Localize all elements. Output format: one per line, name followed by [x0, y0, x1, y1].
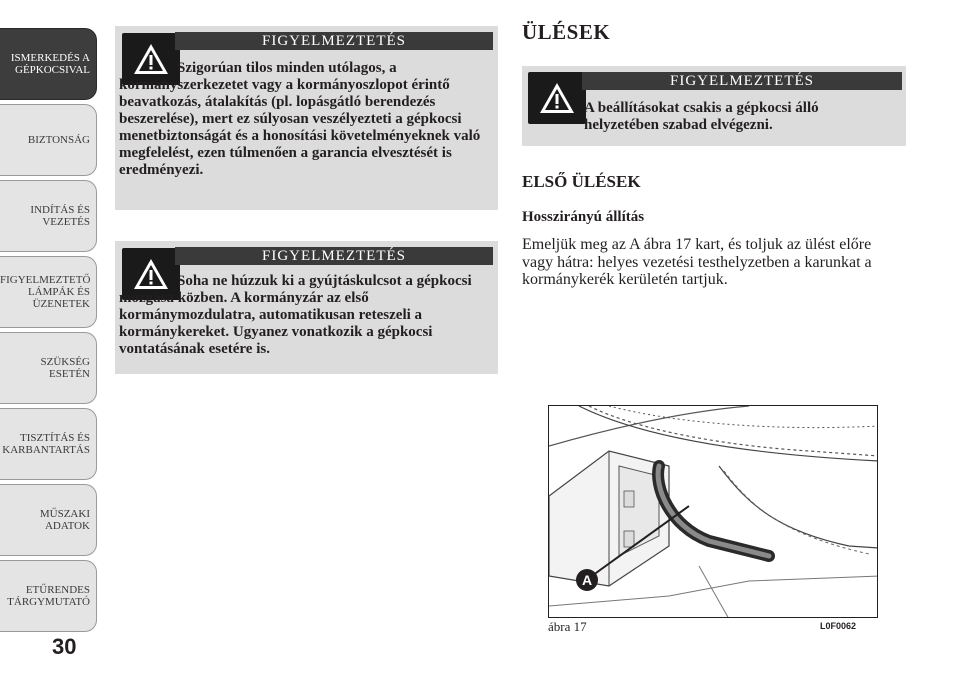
body-paragraph: Emeljük meg az A ábra 17 kart, és toljuk az ülést előre vagy hátra: helyes vezetési testhelyzetben a karunkat a kormánykerék kerületén tartjuk. — [522, 236, 872, 288]
warning-heading: FIGYELMEZTETÉS — [175, 32, 493, 50]
tab-label: FIGYELMEZTETŐ LÁMPÁK ÉS ÜZENETEK — [0, 274, 91, 310]
tab-ismerkedes[interactable] — [0, 28, 97, 100]
tab-label: BIZTONSÁG — [27, 134, 90, 146]
subsection-heading: Hosszirányú állítás — [522, 209, 645, 225]
warning-box — [115, 241, 498, 374]
tab-szukseg-eseten[interactable] — [0, 332, 97, 404]
section-title: ÜLÉSEK — [522, 20, 611, 44]
warning-text: Soha ne húzzuk ki a gyújtáskulcsot a gépkocsi mozgása közben. A kormányzár az első kormánymozdulatra, automatikusan reteszeli a kormánykereket. Ugyanez vonatkozik a gépkocsi vontatásának esetére is. — [119, 273, 472, 357]
tab-label: MŰSZAKI ADATOK — [39, 508, 90, 532]
tab-muszaki-adatok[interactable] — [0, 484, 97, 556]
warning-box — [115, 26, 498, 210]
tab-label: ETŰRENDES TÁRGYMUTATÓ — [7, 584, 90, 608]
warning-box — [522, 66, 906, 146]
warning-text: Szigorúan tilos minden utólagos, a kormányszerkezetet vagy a kormányoszlopot érintő beavatkozás, átalakítás (pl. lopásgátló berendezés beszerelése), mert ez súlyosan veszélyezteti a gépkocsi menetbiztonságát és a honosítási követelményeknek való megfelelést, ezen túlmenően a garancia elvesztését is eredményezi. — [119, 60, 481, 178]
warning-text: A beállításokat csakis a gépkocsi álló helyzetében szabad elvégezni. — [584, 100, 819, 133]
warning-triangle-icon — [528, 72, 586, 124]
figure-code: L0F0062 — [820, 621, 857, 631]
warning-heading: FIGYELMEZTETÉS — [582, 72, 902, 90]
callout-a-label: A — [581, 572, 593, 588]
seat-lever-illustration — [549, 406, 878, 618]
figure-seat-lever — [548, 405, 878, 618]
page-number: 30 — [52, 634, 77, 659]
tab-biztonsag[interactable] — [0, 104, 97, 176]
tab-inditas[interactable] — [0, 180, 97, 252]
tab-label: INDÍTÁS ÉS VEZETÉS — [30, 204, 90, 228]
subsection-title: ELSŐ ÜLÉSEK — [522, 172, 641, 191]
tab-targymutato[interactable] — [0, 560, 97, 632]
figure-caption: ábra 17 — [548, 619, 587, 634]
warning-heading: FIGYELMEZTETÉS — [175, 247, 493, 265]
tab-label: ISMERKEDÉS A GÉPKOCSIVAL — [10, 52, 90, 76]
tab-figyelmezteto-lampak[interactable] — [0, 256, 97, 328]
tab-tisztitas[interactable] — [0, 408, 97, 480]
tab-label: TISZTÍTÁS ÉS KARBANTARTÁS — [2, 432, 90, 456]
tab-label: SZÜKSÉG ESETÉN — [40, 356, 90, 380]
